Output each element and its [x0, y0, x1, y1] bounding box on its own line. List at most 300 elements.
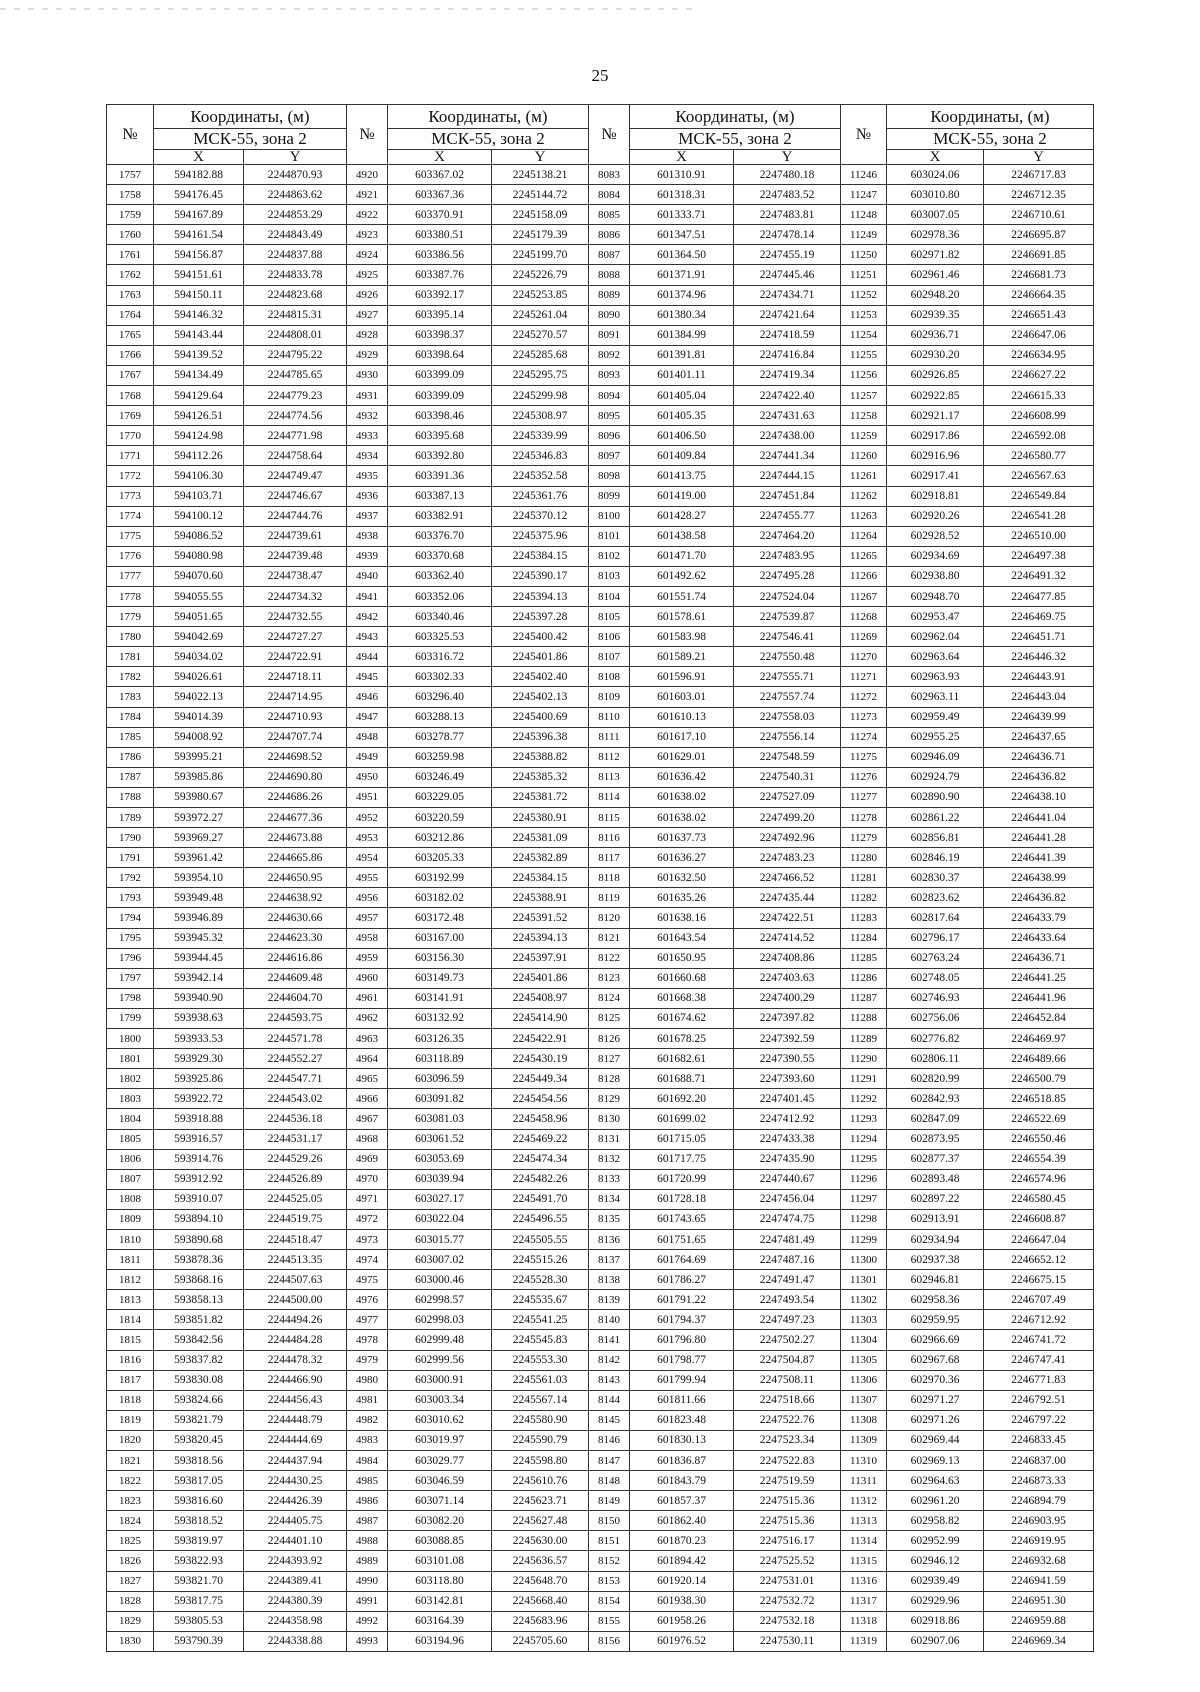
coord-y-cell: 2246592.08 — [984, 426, 1094, 446]
coord-x-cell: 594086.52 — [154, 526, 244, 546]
coord-y-cell: 2244484.28 — [244, 1330, 347, 1350]
coord-y-cell: 2246567.63 — [984, 466, 1094, 486]
scan-artifact — [0, 8, 700, 10]
coord-y-cell: 2245491.70 — [492, 1189, 589, 1209]
point-number-cell: 1766 — [107, 345, 154, 365]
coord-y-cell: 2245623.71 — [492, 1491, 589, 1511]
coord-x-cell: 603399.09 — [388, 386, 492, 406]
coord-x-cell: 602746.93 — [887, 988, 984, 1008]
point-number-cell: 11278 — [841, 808, 887, 828]
coord-x-cell: 601650.95 — [630, 948, 734, 968]
coord-y-cell: 2247433.38 — [734, 1129, 841, 1149]
table-row — [107, 1551, 1094, 1571]
coord-x-cell: 593938.63 — [154, 1008, 244, 1028]
coord-x-cell: 603082.20 — [388, 1511, 492, 1531]
coord-y-cell: 2245226.79 — [492, 265, 589, 285]
coord-y-cell: 2246443.04 — [984, 687, 1094, 707]
coord-x-cell: 601836.87 — [630, 1451, 734, 1471]
coord-y-cell: 2247539.87 — [734, 607, 841, 627]
point-number-cell: 8118 — [589, 868, 630, 888]
point-number-cell: 8117 — [589, 848, 630, 868]
point-number-cell: 11296 — [841, 1169, 887, 1189]
coord-x-cell: 602939.35 — [887, 305, 984, 325]
table-row — [107, 506, 1094, 526]
point-number-cell: 11317 — [841, 1591, 887, 1611]
coord-y-cell: 2244630.66 — [244, 908, 347, 928]
point-number-cell: 4934 — [347, 446, 388, 466]
coord-x-cell: 603101.08 — [388, 1551, 492, 1571]
point-number-cell: 8122 — [589, 948, 630, 968]
coord-y-cell: 2247434.71 — [734, 285, 841, 305]
coord-x-cell: 593842.56 — [154, 1330, 244, 1350]
coord-y-cell: 2246574.96 — [984, 1169, 1094, 1189]
point-number-cell: 1820 — [107, 1430, 154, 1450]
point-number-cell: 8143 — [589, 1370, 630, 1390]
coord-x-cell: 602955.25 — [887, 727, 984, 747]
coord-y-cell: 2244389.41 — [244, 1571, 347, 1591]
coord-y-cell: 2244393.92 — [244, 1551, 347, 1571]
point-number-cell: 4958 — [347, 928, 388, 948]
point-number-cell: 8114 — [589, 787, 630, 807]
coord-x-cell: 601794.37 — [630, 1310, 734, 1330]
table-row — [107, 1591, 1094, 1611]
coord-y-cell: 2244744.76 — [244, 506, 347, 526]
point-number-cell: 11257 — [841, 386, 887, 406]
coord-x-cell: 602847.09 — [887, 1109, 984, 1129]
coord-x-cell: 603029.77 — [388, 1451, 492, 1471]
point-number-cell: 4937 — [347, 506, 388, 526]
coord-x-cell: 603167.00 — [388, 928, 492, 948]
coord-x-cell: 603370.68 — [388, 546, 492, 566]
coords-system-label: МСК-55, зона 2 — [154, 129, 347, 150]
point-number-cell: 4933 — [347, 426, 388, 446]
point-number-cell: 8151 — [589, 1531, 630, 1551]
coord-y-cell: 2246451.71 — [984, 627, 1094, 647]
coords-group-title: Координаты, (м) — [154, 105, 347, 129]
coord-y-cell: 2247414.52 — [734, 928, 841, 948]
coord-y-cell: 2244543.02 — [244, 1089, 347, 1109]
point-number-cell: 8152 — [589, 1551, 630, 1571]
coord-y-cell: 2247504.87 — [734, 1350, 841, 1370]
coord-x-cell: 601632.50 — [630, 868, 734, 888]
coord-y-cell: 2244456.43 — [244, 1390, 347, 1410]
coord-x-cell: 601823.48 — [630, 1410, 734, 1430]
coord-x-cell: 601629.01 — [630, 747, 734, 767]
coord-x-cell: 594112.26 — [154, 446, 244, 466]
coord-y-cell: 2246549.84 — [984, 486, 1094, 506]
point-number-cell: 8156 — [589, 1631, 630, 1651]
coord-x-cell: 602763.24 — [887, 948, 984, 968]
point-number-cell: 8154 — [589, 1591, 630, 1611]
coord-y-cell: 2245384.15 — [492, 868, 589, 888]
table-row — [107, 667, 1094, 687]
table-row — [107, 948, 1094, 968]
coords-system-label: МСК-55, зона 2 — [388, 129, 589, 150]
point-number-cell: 8131 — [589, 1129, 630, 1149]
coord-x-cell: 593890.68 — [154, 1229, 244, 1249]
coord-y-cell: 2246441.96 — [984, 988, 1094, 1008]
point-number-cell: 4984 — [347, 1451, 388, 1471]
coord-y-cell: 2247487.16 — [734, 1250, 841, 1270]
point-number-cell: 4939 — [347, 546, 388, 566]
point-number-cell: 4960 — [347, 968, 388, 988]
table-row — [107, 1571, 1094, 1591]
coord-y-cell: 2245396.38 — [492, 727, 589, 747]
coord-y-cell: 2247412.92 — [734, 1109, 841, 1129]
coord-x-cell: 602939.49 — [887, 1571, 984, 1591]
coord-y-cell: 2245390.17 — [492, 566, 589, 586]
coord-x-cell: 593820.45 — [154, 1430, 244, 1450]
point-number-cell: 4982 — [347, 1410, 388, 1430]
point-number-cell: 1782 — [107, 667, 154, 687]
point-number-cell: 8103 — [589, 566, 630, 586]
point-number-cell: 8094 — [589, 386, 630, 406]
coord-x-cell: 602842.93 — [887, 1089, 984, 1109]
coord-y-cell: 2244815.31 — [244, 305, 347, 325]
coord-y-cell: 2245401.86 — [492, 968, 589, 988]
table-row — [107, 1631, 1094, 1651]
point-number-cell: 8127 — [589, 1049, 630, 1069]
coords-group-title: Координаты, (м) — [887, 105, 1094, 129]
point-number-cell: 8100 — [589, 506, 630, 526]
point-number-cell: 4990 — [347, 1571, 388, 1591]
coord-x-cell: 602937.38 — [887, 1250, 984, 1270]
table-row — [107, 1149, 1094, 1169]
coord-y-cell: 2245402.40 — [492, 667, 589, 687]
point-number-cell: 8085 — [589, 205, 630, 225]
point-number-cell: 4953 — [347, 828, 388, 848]
table-row — [107, 1089, 1094, 1109]
point-number-cell: 4983 — [347, 1430, 388, 1450]
point-number-cell: 8128 — [589, 1069, 630, 1089]
coord-y-cell: 2246433.64 — [984, 928, 1094, 948]
point-number-cell: 11272 — [841, 687, 887, 707]
coord-y-cell: 2245401.86 — [492, 647, 589, 667]
coord-x-cell: 601791.22 — [630, 1290, 734, 1310]
coord-y-cell: 2245388.82 — [492, 747, 589, 767]
point-number-cell: 11247 — [841, 185, 887, 205]
coord-x-cell: 594167.89 — [154, 205, 244, 225]
coord-y-cell: 2246647.06 — [984, 325, 1094, 345]
table-row — [107, 1511, 1094, 1531]
coord-x-cell: 601405.04 — [630, 386, 734, 406]
coord-y-cell: 2244494.26 — [244, 1310, 347, 1330]
coord-x-cell: 601603.01 — [630, 687, 734, 707]
point-number-cell: 8137 — [589, 1250, 630, 1270]
point-number-cell: 11302 — [841, 1290, 887, 1310]
point-number-cell: 1825 — [107, 1531, 154, 1551]
coord-x-cell: 603362.40 — [388, 566, 492, 586]
point-number-cell: 11271 — [841, 667, 887, 687]
coord-x-cell: 603022.04 — [388, 1209, 492, 1229]
point-number-cell: 4951 — [347, 787, 388, 807]
coord-y-cell: 2247524.04 — [734, 586, 841, 606]
coord-y-cell: 2247455.19 — [734, 245, 841, 265]
coord-x-cell: 603387.76 — [388, 265, 492, 285]
coord-x-cell: 601583.98 — [630, 627, 734, 647]
coord-y-cell: 2246691.85 — [984, 245, 1094, 265]
point-number-cell: 11251 — [841, 265, 887, 285]
point-number-cell: 11312 — [841, 1491, 887, 1511]
point-number-cell: 4920 — [347, 165, 388, 185]
point-number-cell: 8108 — [589, 667, 630, 687]
point-number-cell: 8086 — [589, 225, 630, 245]
point-number-cell: 8126 — [589, 1029, 630, 1049]
point-number-cell: 1814 — [107, 1310, 154, 1330]
point-number-cell: 11262 — [841, 486, 887, 506]
point-number-cell: 11280 — [841, 848, 887, 868]
table-row — [107, 868, 1094, 888]
point-number-cell: 1784 — [107, 707, 154, 727]
coord-x-cell: 602969.44 — [887, 1430, 984, 1450]
coord-x-cell: 593972.27 — [154, 808, 244, 828]
coord-x-cell: 602756.06 — [887, 1008, 984, 1028]
coord-y-cell: 2245339.99 — [492, 426, 589, 446]
coord-x-cell: 602934.69 — [887, 546, 984, 566]
coord-x-cell: 593945.32 — [154, 928, 244, 948]
coord-y-cell: 2246797.22 — [984, 1410, 1094, 1430]
point-number-cell: 1795 — [107, 928, 154, 948]
coord-x-cell: 593822.93 — [154, 1551, 244, 1571]
point-number-cell: 4974 — [347, 1250, 388, 1270]
coord-x-cell: 593946.89 — [154, 908, 244, 928]
point-number-cell: 1762 — [107, 265, 154, 285]
coord-y-cell: 2247441.34 — [734, 446, 841, 466]
coord-y-cell: 2245394.13 — [492, 928, 589, 948]
y-header: Y — [244, 150, 347, 165]
point-number-cell: 8093 — [589, 365, 630, 385]
coord-y-cell: 2245384.15 — [492, 546, 589, 566]
coord-x-cell: 594151.61 — [154, 265, 244, 285]
table-row — [107, 1471, 1094, 1491]
point-number-cell: 1787 — [107, 767, 154, 787]
point-number-cell: 4962 — [347, 1008, 388, 1028]
table-row — [107, 1270, 1094, 1290]
coord-y-cell: 2246941.59 — [984, 1571, 1094, 1591]
table-row — [107, 345, 1094, 365]
coord-x-cell: 603039.94 — [388, 1169, 492, 1189]
point-number-cell: 4944 — [347, 647, 388, 667]
point-number-cell: 4936 — [347, 486, 388, 506]
coord-x-cell: 603386.56 — [388, 245, 492, 265]
coord-x-cell: 602921.17 — [887, 406, 984, 426]
coord-y-cell: 2246707.49 — [984, 1290, 1094, 1310]
coord-x-cell: 603024.06 — [887, 165, 984, 185]
coord-x-cell: 603399.09 — [388, 365, 492, 385]
point-number-cell: 4970 — [347, 1169, 388, 1189]
coord-x-cell: 602907.06 — [887, 1631, 984, 1651]
num-header: № — [107, 105, 154, 165]
coord-y-cell: 2247474.75 — [734, 1209, 841, 1229]
coord-x-cell: 594129.64 — [154, 386, 244, 406]
coord-y-cell: 2246441.28 — [984, 828, 1094, 848]
point-number-cell: 11292 — [841, 1089, 887, 1109]
coord-x-cell: 603118.89 — [388, 1049, 492, 1069]
table-row — [107, 566, 1094, 586]
point-number-cell: 11248 — [841, 205, 887, 225]
coord-x-cell: 601862.40 — [630, 1511, 734, 1531]
table-row — [107, 1209, 1094, 1229]
coord-y-cell: 2245199.70 — [492, 245, 589, 265]
coord-y-cell: 2247480.18 — [734, 165, 841, 185]
coord-y-cell: 2246510.00 — [984, 526, 1094, 546]
coord-x-cell: 602929.96 — [887, 1591, 984, 1611]
coord-x-cell: 603019.97 — [388, 1430, 492, 1450]
point-number-cell: 8109 — [589, 687, 630, 707]
coord-y-cell: 2247492.96 — [734, 828, 841, 848]
coord-x-cell: 602893.48 — [887, 1169, 984, 1189]
coord-x-cell: 601638.16 — [630, 908, 734, 928]
coord-x-cell: 601830.13 — [630, 1430, 734, 1450]
coord-y-cell: 2244785.65 — [244, 365, 347, 385]
point-number-cell: 8084 — [589, 185, 630, 205]
coord-x-cell: 603046.59 — [388, 1471, 492, 1491]
coord-x-cell: 593819.97 — [154, 1531, 244, 1551]
point-number-cell: 1771 — [107, 446, 154, 466]
coord-x-cell: 602918.81 — [887, 486, 984, 506]
point-number-cell: 4932 — [347, 406, 388, 426]
coord-y-cell: 2246608.99 — [984, 406, 1094, 426]
point-number-cell: 8149 — [589, 1491, 630, 1511]
coord-x-cell: 603382.91 — [388, 506, 492, 526]
coord-x-cell: 593942.14 — [154, 968, 244, 988]
coord-x-cell: 601318.31 — [630, 185, 734, 205]
point-number-cell: 1763 — [107, 285, 154, 305]
point-number-cell: 1757 — [107, 165, 154, 185]
coord-x-cell: 601636.42 — [630, 767, 734, 787]
point-number-cell: 1811 — [107, 1250, 154, 1270]
coord-x-cell: 602928.52 — [887, 526, 984, 546]
point-number-cell: 8138 — [589, 1270, 630, 1290]
coord-y-cell: 2244718.11 — [244, 667, 347, 687]
coord-x-cell: 602897.22 — [887, 1189, 984, 1209]
coord-y-cell: 2244638.92 — [244, 888, 347, 908]
coord-y-cell: 2247516.17 — [734, 1531, 841, 1551]
point-number-cell: 4973 — [347, 1229, 388, 1249]
table-row — [107, 707, 1094, 727]
coordinates-table — [106, 104, 1094, 1652]
coord-x-cell: 602964.63 — [887, 1471, 984, 1491]
table-row — [107, 828, 1094, 848]
coord-y-cell: 2245590.79 — [492, 1430, 589, 1450]
coord-y-cell: 2245528.30 — [492, 1270, 589, 1290]
coord-x-cell: 601796.80 — [630, 1330, 734, 1350]
point-number-cell: 4976 — [347, 1290, 388, 1310]
x-header: X — [887, 150, 984, 165]
point-number-cell: 8106 — [589, 627, 630, 647]
point-number-cell: 1827 — [107, 1571, 154, 1591]
coord-y-cell: 2244401.10 — [244, 1531, 347, 1551]
coord-y-cell: 2247523.34 — [734, 1430, 841, 1450]
point-number-cell: 4952 — [347, 808, 388, 828]
coord-y-cell: 2245270.57 — [492, 325, 589, 345]
point-number-cell: 11287 — [841, 988, 887, 1008]
coord-x-cell: 603010.62 — [388, 1410, 492, 1430]
coord-x-cell: 603149.73 — [388, 968, 492, 988]
num-header: № — [841, 105, 887, 165]
coord-x-cell: 601717.75 — [630, 1149, 734, 1169]
point-number-cell: 1821 — [107, 1451, 154, 1471]
point-number-cell: 1816 — [107, 1350, 154, 1370]
coord-y-cell: 2246717.83 — [984, 165, 1094, 185]
coord-x-cell: 594026.61 — [154, 667, 244, 687]
coord-x-cell: 601636.27 — [630, 848, 734, 868]
coord-x-cell: 603182.02 — [388, 888, 492, 908]
table-row — [107, 747, 1094, 767]
coord-y-cell: 2247499.20 — [734, 808, 841, 828]
coord-x-cell: 601610.13 — [630, 707, 734, 727]
table-row — [107, 1430, 1094, 1450]
point-number-cell: 8113 — [589, 767, 630, 787]
point-number-cell: 4961 — [347, 988, 388, 1008]
coord-x-cell: 601419.00 — [630, 486, 734, 506]
table-row — [107, 426, 1094, 446]
point-number-cell: 4926 — [347, 285, 388, 305]
point-number-cell: 11294 — [841, 1129, 887, 1149]
coord-x-cell: 603398.37 — [388, 325, 492, 345]
coord-y-cell: 2246441.04 — [984, 808, 1094, 828]
point-number-cell: 1767 — [107, 365, 154, 385]
point-number-cell: 1828 — [107, 1591, 154, 1611]
coord-x-cell: 594008.92 — [154, 727, 244, 747]
coord-y-cell: 2244380.39 — [244, 1591, 347, 1611]
coord-x-cell: 594146.32 — [154, 305, 244, 325]
coord-x-cell: 603027.17 — [388, 1189, 492, 1209]
point-number-cell: 11307 — [841, 1390, 887, 1410]
point-number-cell: 11274 — [841, 727, 887, 747]
table-row — [107, 1531, 1094, 1551]
coord-x-cell: 602946.81 — [887, 1270, 984, 1290]
table-row — [107, 285, 1094, 305]
x-header: X — [388, 150, 492, 165]
point-number-cell: 8155 — [589, 1611, 630, 1631]
x-header: X — [154, 150, 244, 165]
coord-x-cell: 602967.68 — [887, 1350, 984, 1370]
coord-y-cell: 2247435.44 — [734, 888, 841, 908]
coord-y-cell: 2244738.47 — [244, 566, 347, 586]
point-number-cell: 11255 — [841, 345, 887, 365]
point-number-cell: 1785 — [107, 727, 154, 747]
coord-x-cell: 593821.79 — [154, 1410, 244, 1430]
point-number-cell: 11308 — [841, 1410, 887, 1430]
coord-y-cell: 2244739.61 — [244, 526, 347, 546]
point-number-cell: 1806 — [107, 1149, 154, 1169]
coord-x-cell: 593918.88 — [154, 1109, 244, 1129]
coord-y-cell: 2245449.34 — [492, 1069, 589, 1089]
coord-y-cell: 2244853.29 — [244, 205, 347, 225]
coord-y-cell: 2247497.23 — [734, 1310, 841, 1330]
coord-y-cell: 2246436.82 — [984, 767, 1094, 787]
point-number-cell: 4931 — [347, 386, 388, 406]
coord-x-cell: 601471.70 — [630, 546, 734, 566]
coord-y-cell: 2245308.97 — [492, 406, 589, 426]
coord-y-cell: 2247531.01 — [734, 1571, 841, 1591]
coord-x-cell: 601843.79 — [630, 1471, 734, 1491]
point-number-cell: 11261 — [841, 466, 887, 486]
coord-x-cell: 593894.10 — [154, 1209, 244, 1229]
coord-x-cell: 593929.30 — [154, 1049, 244, 1069]
coord-y-cell: 2245627.48 — [492, 1511, 589, 1531]
coord-y-cell: 2245482.26 — [492, 1169, 589, 1189]
coord-y-cell: 2245454.56 — [492, 1089, 589, 1109]
coord-x-cell: 594134.49 — [154, 365, 244, 385]
coord-x-cell: 602958.36 — [887, 1290, 984, 1310]
coord-x-cell: 603015.77 — [388, 1229, 492, 1249]
point-number-cell: 1758 — [107, 185, 154, 205]
point-number-cell: 11285 — [841, 948, 887, 968]
point-number-cell: 1781 — [107, 647, 154, 667]
coord-y-cell: 2244863.62 — [244, 185, 347, 205]
